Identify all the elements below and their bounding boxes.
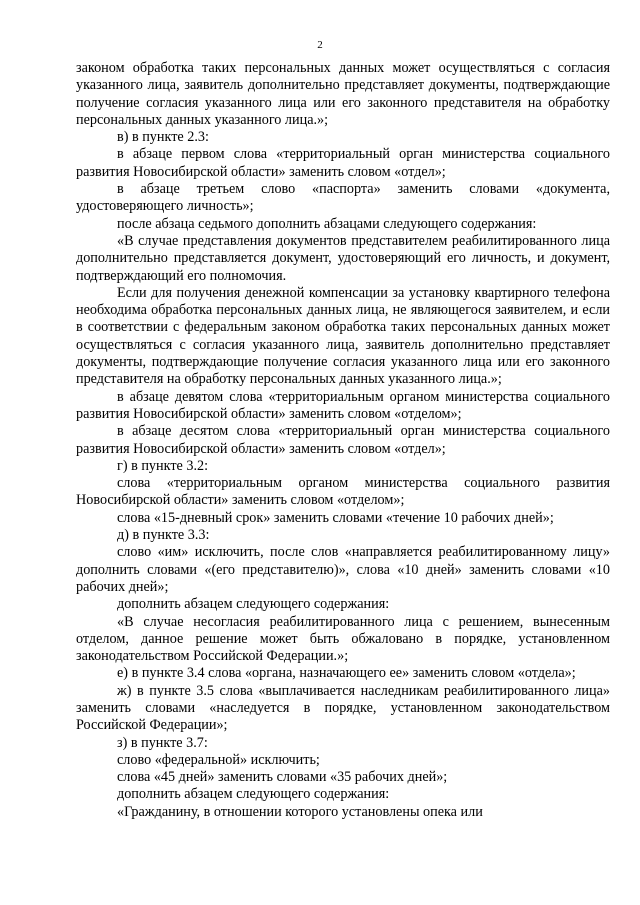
paragraph: после абзаца седьмого дополнить абзацами следующего содержания: — [117, 215, 537, 232]
paragraph: «В случае несогласия реабилитированного лица с решением, вынесенным отделом, данное решение может быть обжаловано в порядке, установленном законодательством Российской Федерации.»; — [76, 613, 610, 665]
paragraph: в) в пункте 2.3: — [117, 129, 209, 146]
page-number: 2 — [317, 39, 323, 51]
paragraph: г) в пункте 3.2: — [117, 457, 209, 474]
paragraph: е) в пункте 3.4 слова «органа, назначающего ее» заменить словом «отдела»; — [117, 665, 576, 682]
paragraph: «В случае представления документов представителем реабилитированного лица дополнительно представляется документ, удостоверяющий его личность, и документ, подтверждающий его полномочия. — [76, 232, 610, 284]
paragraph: слова «45 дней» заменить словами «35 рабочих дней»; — [117, 769, 448, 786]
paragraph: з) в пункте 3.7: — [117, 734, 208, 751]
paragraph: Если для получения денежной компенсации за установку квартирного телефона необходима обработка персональных данных лица, не являющегося заявителем, и если в соответствии с федеральным законом обработка таких персональных данных может осуществляться с согласия указанного лица, заявитель дополнительно представляет документы, подтверждающие получение согласия указанного лица или его законного представителя на обработку персональных данных указанного лица.»; — [76, 284, 610, 388]
paragraph: слова «15-дневный срок» заменить словами «течение 10 рабочих дней»; — [117, 509, 554, 526]
paragraph: слово «федеральной» исключить; — [117, 751, 320, 768]
paragraph: в абзаце девятом слова «территориальным органом министерства социального развития Новосибирской области» заменить словом «отделом»; — [76, 388, 610, 422]
paragraph: в абзаце первом слова «территориальный орган министерства социального развития Новосибирской области» заменить словом «отдел»; — [76, 146, 610, 180]
paragraph: в абзаце десятом слова «территориальный орган министерства социального развития Новосибирской области» заменить словом «отдел»; — [76, 423, 610, 457]
paragraph: слово «им» исключить, после слов «направляется реабилитированному лицу» дополнить словами «(его представителю)», слова «10 дней» заменить словами «10 рабочих дней»; — [76, 544, 610, 595]
paragraph: дополнить абзацем следующего содержания: — [117, 596, 390, 613]
document-body — [76, 60, 610, 821]
paragraph: ж) в пункте 3.5 слова «выплачивается наследникам реабилитированного лица» заменить словами «наследуется в порядке, установленном законодательством Российской Федерации»; — [76, 682, 610, 734]
paragraph: в абзаце третьем слово «паспорта» заменить словами «документа, удостоверяющего личность»; — [76, 181, 610, 215]
paragraph: «Гражданину, в отношении которого установлены опека или — [117, 803, 483, 820]
paragraph: слова «территориальным органом министерства социального развития Новосибирской области» заменить словом «отделом»; — [76, 475, 610, 509]
paragraph: д) в пункте 3.3: — [117, 527, 210, 544]
paragraph: законом обработка таких персональных данных может осуществляться с согласия указанного лица, заявитель дополнительно представляет документы, подтверждающие получение согласия указанного лица или его законного представителя на обработку персональных данных указанного лица.»; — [76, 60, 610, 128]
paragraph: дополнить абзацем следующего содержания: — [117, 786, 390, 803]
